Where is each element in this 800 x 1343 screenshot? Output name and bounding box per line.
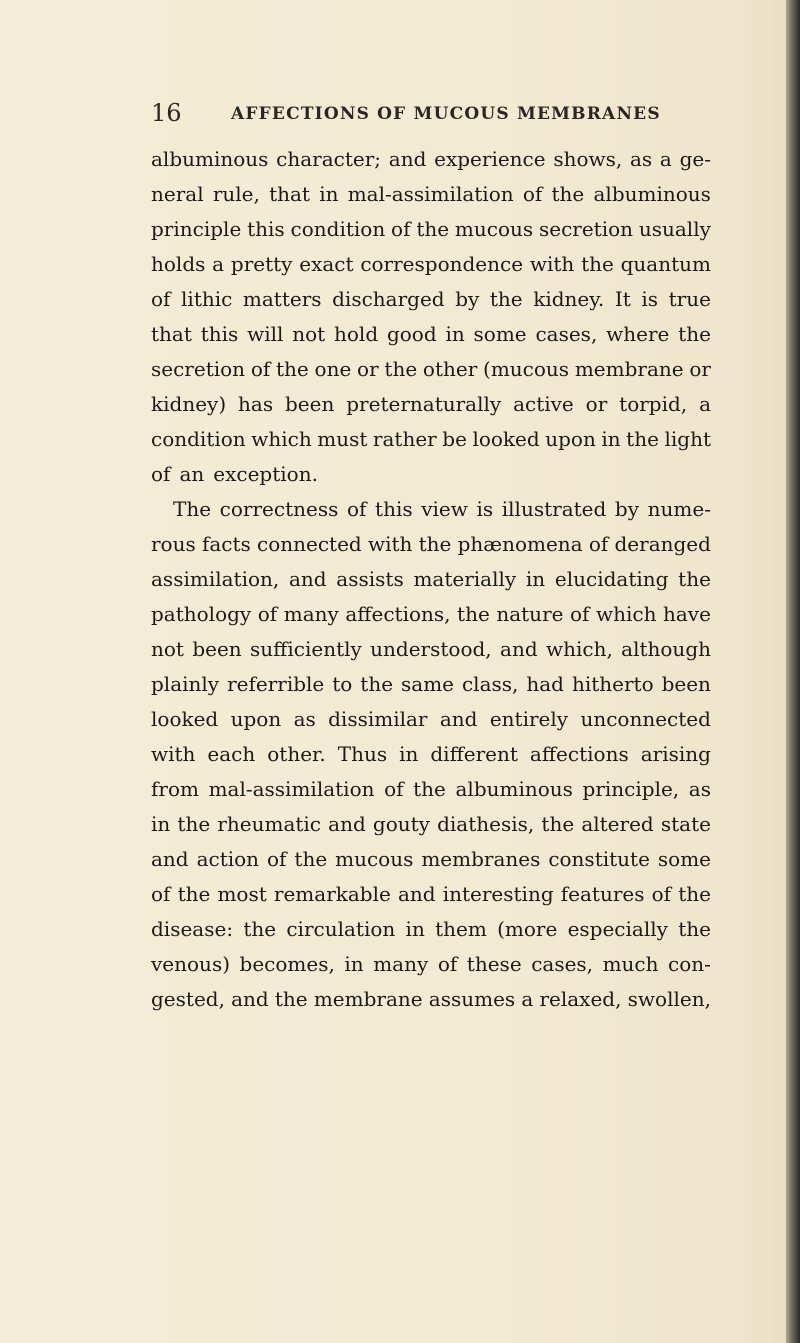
page-number: 16	[151, 99, 182, 127]
text-line: looked upon as dissimilar and entirely unconnected	[151, 707, 711, 731]
text-line: plainly referrible to the same class, had hitherto been	[151, 672, 711, 696]
text-line: neral rule, that in mal-assimilation of the albuminous	[151, 182, 711, 206]
text-line: The correctness of this view is illustrated by nume-	[173, 497, 711, 521]
text-line: of an exception.	[151, 462, 318, 486]
text-line: in the rheumatic and gouty diathesis, the altered state	[151, 812, 711, 836]
running-title: AFFECTIONS OF MUCOUS MEMBRANES	[231, 104, 661, 124]
text-line: assimilation, and assists materially in elucidating the	[151, 567, 711, 591]
text-line: and action of the mucous membranes constitute some	[151, 847, 711, 871]
text-line: holds a pretty exact correspondence with the quantum	[151, 252, 711, 276]
text-line: pathology of many affections, the nature of which have	[151, 602, 711, 626]
text-line: principle this condition of the mucous secretion usually	[151, 217, 711, 241]
text-line: that this will not hold good in some cases, where the	[151, 322, 711, 346]
text-line: of lithic matters discharged by the kidney. It is true	[151, 287, 711, 311]
text-line: disease: the circulation in them (more especially the	[151, 917, 711, 941]
body-text	[151, 142, 711, 1017]
text-line: gested, and the membrane assumes a relaxed, swollen,	[151, 987, 711, 1011]
text-line: of the most remarkable and interesting features of the	[151, 882, 711, 906]
running-head	[151, 98, 741, 128]
text-line: kidney) has been preternaturally active or torpid, a	[151, 392, 711, 416]
text-line: albuminous character; and experience shows, as a ge-	[151, 147, 711, 171]
text-line: from mal-assimilation of the albuminous principle, as	[151, 777, 711, 801]
text-line: venous) becomes, in many of these cases, much con-	[151, 952, 711, 976]
text-line: secretion of the one or the other (mucous membrane or	[151, 357, 711, 381]
text-line: condition which must rather be looked upon in the light	[151, 427, 711, 451]
text-line: not been sufficiently understood, and which, although	[151, 637, 711, 661]
page-edge-shadow	[786, 0, 800, 1343]
text-line: with each other. Thus in different affections arising	[151, 742, 711, 766]
text-line: rous facts connected with the phænomena of deranged	[151, 532, 711, 556]
